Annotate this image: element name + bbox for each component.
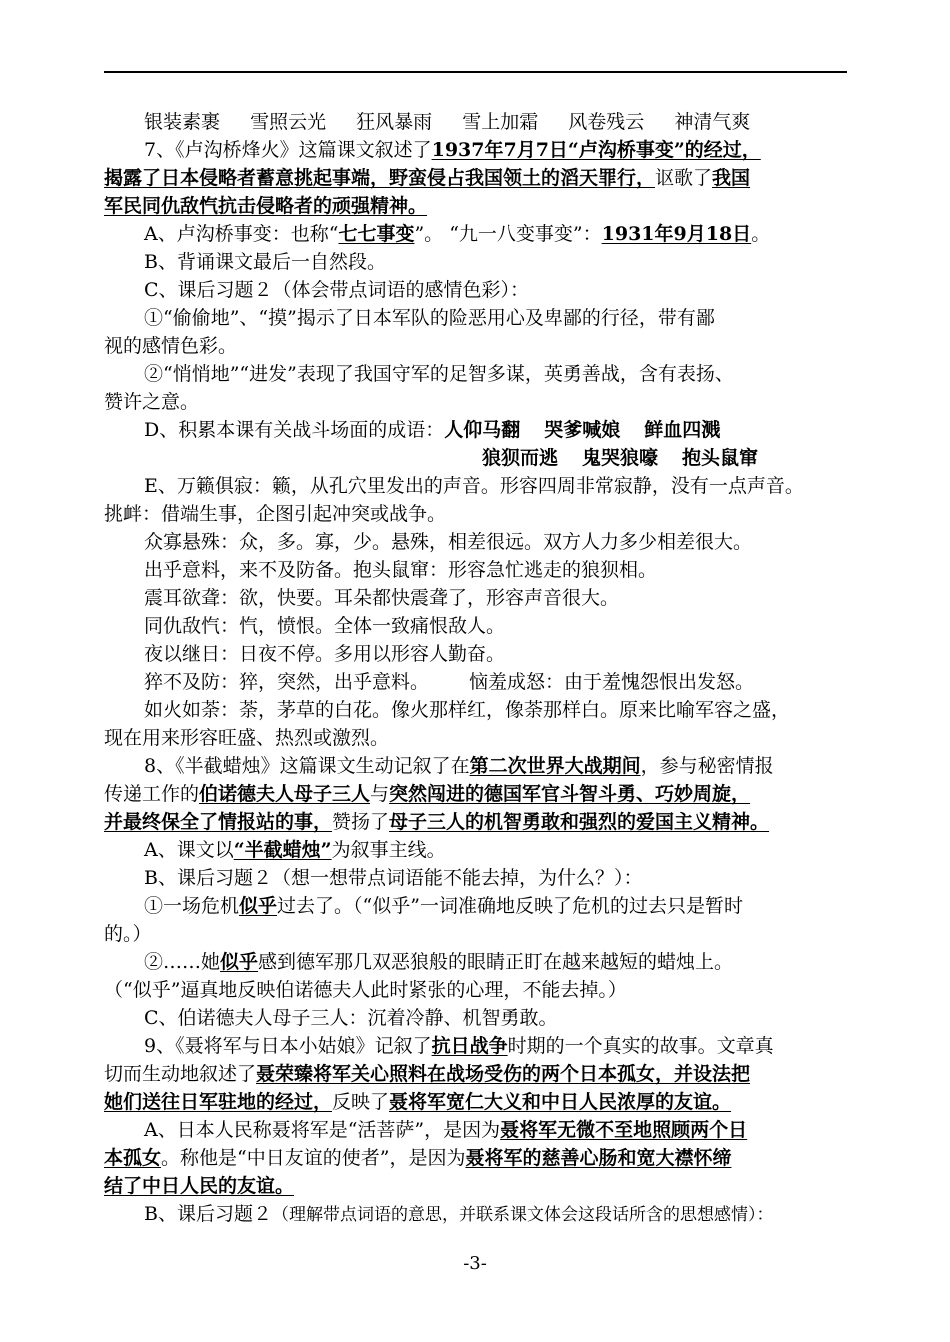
text: 与 xyxy=(370,783,390,805)
idiom: 狂风暴雨 xyxy=(356,111,433,133)
text: 过去了。（“似乎”一词准确地反映了危机的过去只是暂时 xyxy=(277,895,743,917)
paragraph-line: C、伯诺德夫人母子三人：沉着冷静、机智勇敢。 xyxy=(144,1007,558,1029)
key-point: 似乎 xyxy=(220,951,259,973)
paragraph-line xyxy=(104,892,847,920)
text: 7、《卢沟桥烽火》这篇课文叙述了 xyxy=(144,139,432,161)
key-point: 聂荣臻将军关心照料在战场受伤的两个日本孤女，并设法把 xyxy=(256,1063,751,1085)
text: 猝不及防：猝，突然，出乎意料。 xyxy=(144,671,430,693)
paragraph-line: 同仇敌忾：忾，愤恨。全体一致痛恨敌人。 xyxy=(144,615,506,637)
paragraph-line: 震耳欲聋：欲，快要。耳朵都快震聋了，形容声音很大。 xyxy=(144,587,620,609)
idiom: 鲜血四溅 xyxy=(644,419,721,441)
paragraph-line xyxy=(104,836,847,864)
paragraph-line xyxy=(104,780,847,808)
paragraph-line: B、背诵课文最后一自然段。 xyxy=(144,251,386,273)
key-point: 第二次世界大战期间 xyxy=(469,755,641,777)
idiom: 抱头鼠窜 xyxy=(682,447,759,469)
paragraph-line xyxy=(104,948,847,976)
text: 切而生动地叙述了 xyxy=(104,1063,257,1085)
paragraph-line xyxy=(104,752,847,780)
paragraph-line: 现在用来形容旺盛、热烈或激烈。 xyxy=(104,727,390,749)
text: A、日本人民称聂将军是“活菩萨”，是因为 xyxy=(144,1119,501,1141)
paragraph-line: 如火如荼：荼，茅草的白花。像火那样红，像荼那样白。原来比喻军容之盛， xyxy=(144,699,791,721)
text: ①一场危机 xyxy=(144,895,240,917)
key-point: 伯诺德夫人母子三人 xyxy=(199,783,371,805)
key-point: 我国 xyxy=(712,167,751,189)
text: D、积累本课有关战斗场面的成语： xyxy=(144,419,445,441)
text: 赞扬了 xyxy=(332,811,390,833)
key-point: 突然闯进的德国军官斗智斗勇、巧妙周旋， xyxy=(389,783,751,805)
idiom: 鬼哭狼嚎 xyxy=(582,447,659,469)
key-point: 聂将军无微不至地照顾两个日 xyxy=(500,1119,748,1141)
key-point: 似乎 xyxy=(239,895,278,917)
paragraph-line: 视的感情色彩。 xyxy=(104,335,238,357)
paragraph-line xyxy=(104,444,847,472)
key-point: 并最终保全了情报站的事， xyxy=(104,811,333,833)
key-point: 抗日战争 xyxy=(431,1035,508,1057)
document-body xyxy=(104,108,847,1228)
paragraph-line: 出乎意料，来不及防备。抱头鼠窜：形容急忙逃走的狼狈相。 xyxy=(144,559,658,581)
idiom: 神清气爽 xyxy=(674,111,751,133)
paragraph-line xyxy=(104,220,847,248)
idiom-list xyxy=(104,108,847,136)
key-point: “半截蜡烛” xyxy=(233,839,332,861)
text: 。称他是“中日友谊的使者”，是因为 xyxy=(161,1147,466,1169)
paragraph-line: 夜以继日：日夜不停。多用以形容人勤奋。 xyxy=(144,643,506,665)
paragraph-line xyxy=(104,1088,847,1116)
idiom: 人仰马翻 xyxy=(444,419,521,441)
header-rule xyxy=(104,71,847,73)
paragraph-line: C、课后习题２（体会带点词语的感情色彩）： xyxy=(144,279,530,301)
text: 8、《半截蜡烛》这篇课文生动记叙了在 xyxy=(144,755,470,777)
text: ，参与秘密情报 xyxy=(640,755,774,777)
key-point: 七七事变 xyxy=(338,223,415,245)
idiom: 雪照云光 xyxy=(250,111,327,133)
paragraph-line: E、万籁俱寂：籁，从孔穴里发出的声音。形容四周非常寂静，没有一点声音。 xyxy=(144,475,804,497)
key-point: 母子三人的机智勇敢和强烈的爱国主义精神。 xyxy=(389,811,770,833)
text: （理解带点词语的意思，并联系课文体会这段话所含的思想感情）： xyxy=(271,1205,774,1225)
key-point: 结了中日人民的友谊。 xyxy=(104,1175,295,1197)
idiom: 狼狈而逃 xyxy=(482,447,559,469)
paragraph-line xyxy=(104,1144,847,1172)
text: 9、《聂将军与日本小姑娘》记叙了 xyxy=(144,1035,432,1057)
paragraph-line: B、课后习题２（想一想带点词语能不能去掉，为什么？）： xyxy=(144,867,643,889)
key-point: 聂将军的慈善心肠和宽大襟怀缔 xyxy=(465,1147,732,1169)
paragraph-line: ①“偷偷地”、“摸”揭示了日本军队的险恶用心及卑鄙的行径，带有鄙 xyxy=(144,307,715,329)
text: ②……她 xyxy=(144,951,221,973)
paragraph-line: 赞许之意。 xyxy=(104,391,200,413)
paragraph-line xyxy=(104,808,847,836)
idiom: 哭爹喊娘 xyxy=(544,419,621,441)
text: B、课后习题２ xyxy=(144,1203,272,1225)
key-point: 聂将军宽仁大义和中日人民浓厚的友谊。 xyxy=(389,1091,732,1113)
page-number: -3- xyxy=(463,1253,487,1274)
key-point: 揭露了日本侵略者蓄意挑起事端，野蛮侵占我国领土的滔天罪行， xyxy=(104,167,656,189)
paragraph-line xyxy=(104,416,847,444)
key-point: 军民同仇敌忾抗击侵略者的顽强精神。 xyxy=(104,195,428,217)
paragraph-line xyxy=(104,1116,847,1144)
key-point: 本孤女 xyxy=(104,1147,162,1169)
paragraph-line xyxy=(104,164,847,192)
paragraph-line: ②“悄悄地”“进发”表现了我国守军的足智多谋，英勇善战，含有表扬、 xyxy=(144,363,734,385)
paragraph-line: （“似乎”逼真地反映伯诺德夫人此时紧张的心理，不能去掉。） xyxy=(104,979,627,1001)
paragraph-line xyxy=(104,136,847,164)
paragraph-line xyxy=(104,1060,847,1088)
text: 恼羞成怒：由于羞愧怨恨出发怒。 xyxy=(469,671,755,693)
text: 反映了 xyxy=(332,1091,390,1113)
key-point: 1937年7月7日“卢沟桥事变”的经过， xyxy=(431,139,761,161)
idiom: 银装素裹 xyxy=(144,111,221,133)
text: 。 xyxy=(751,223,771,245)
key-point: 她们送往日军驻地的经过， xyxy=(104,1091,333,1113)
paragraph-line xyxy=(104,1032,847,1060)
idiom: 风卷残云 xyxy=(568,111,645,133)
text: 时期的一个真实的故事。文章真 xyxy=(507,1035,774,1057)
text: ”。 “九一八变事变”： xyxy=(414,223,602,245)
text: 讴歌了 xyxy=(655,167,713,189)
paragraph-line: 的。） xyxy=(104,923,152,945)
paragraph-line xyxy=(104,1200,847,1228)
paragraph-line xyxy=(104,192,847,220)
paragraph-line: 众寡悬殊：众，多。寡，少。悬殊，相差很远。双方人力多少相差很大。 xyxy=(144,531,753,553)
paragraph-line xyxy=(104,1172,847,1200)
idiom: 雪上加霜 xyxy=(462,111,539,133)
text: 传递工作的 xyxy=(104,783,200,805)
text: A、课文以 xyxy=(144,839,234,861)
key-point: 1931年9月18日 xyxy=(601,223,752,245)
text: A、卢沟桥事变：也称“ xyxy=(144,223,339,245)
text: 为叙事主线。 xyxy=(331,839,446,861)
paragraph-line: 挑衅：借端生事，企图引起冲突或战争。 xyxy=(104,503,447,525)
text: 感到德军那几双恶狼般的眼睛正盯在越来越短的蜡烛上。 xyxy=(258,951,734,973)
paragraph-line xyxy=(104,668,847,696)
